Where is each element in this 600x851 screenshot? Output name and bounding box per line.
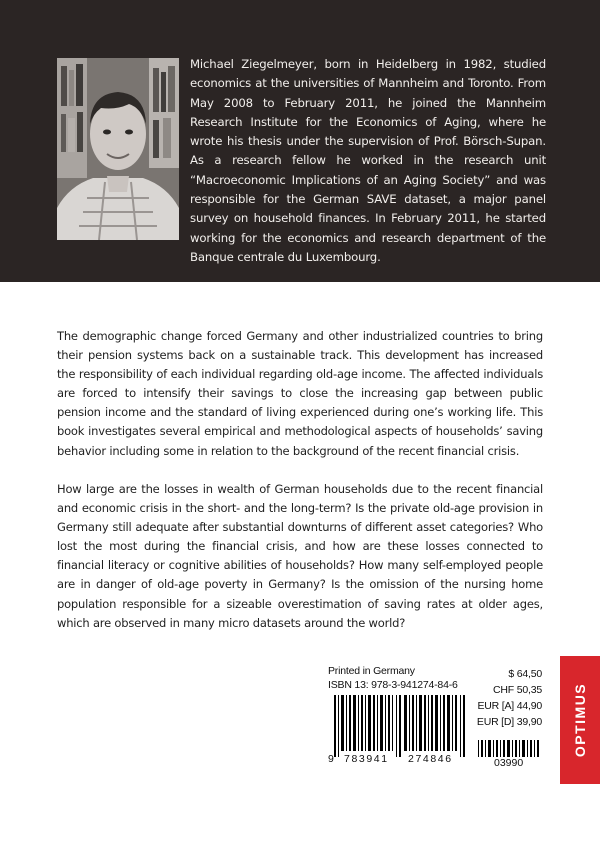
- price-eur-d: EUR [D] 39,90: [476, 716, 542, 728]
- publisher-label-wrap: [560, 656, 600, 784]
- price-eur-a: EUR [A] 44,90: [477, 700, 542, 712]
- description-paragraph: The demographic change forced Germany and other industrialized countries to bring their pension systems back on a sustainable track. This development has increased the responsibility of each individual regarding old-age income. The affected individuals are forced to intensify their savings to close the increasing gap between public pension income and the standard of living experienced during one’s working life. This book investigates several empirical and methodological aspects of households’ saving behavior including some in relation to the background of the recent financial crisis.: [57, 329, 543, 458]
- author-bio: Michael Ziegelmeyer, born in Heidelberg in 1982, studied economics at the universities of Mannheim and Toronto. From May 2008 to February 2011, he joined the Mannheim Research Institute for the Economics of Aging, where he wrote his thesis under the supervision of Prof. Börsch-Supan. As a research fellow he worked in the research unit “Macroeconomic Implications of an Aging Society” and was responsible for the German SAVE dataset, a major panel survey on household finances. In February 2011, he started working for the economics and research department of the Banque centrale du Luxembourg.: [190, 57, 546, 264]
- price-block: [476, 668, 542, 774]
- price-usd: $ 64,50: [508, 668, 542, 680]
- isbn-barcode: [328, 695, 470, 757]
- description-paragraph: How large are the losses in wealth of German households due to the recent financial and economic crisis in the short- and the long-term? Is the private old-age provision in Germany still adequate after substantial downturns of different asset categories? Who lost the most during the financial crisis, and how are these losses connected to financial literacy or cognitive abilities of households? How many self-employed people are in danger of old-age poverty in Germany? Is the omission of the nursing home population responsible for a sizeable overestimation of saving rates at older ages, which are observed in many micro datasets around the world?: [57, 482, 543, 630]
- price-barcode: [476, 740, 542, 757]
- printed-in-label: Printed in Germany: [328, 665, 415, 677]
- publisher-name: OPTIMUS: [572, 682, 588, 758]
- isbn-label: ISBN 13: 978-3-941274-84-6: [328, 679, 458, 691]
- isbn-barcode-block: [328, 665, 470, 771]
- isbn-digits-left: 783941: [344, 753, 389, 765]
- isbn-digit-lead: 9: [328, 753, 334, 765]
- publisher-tab: [560, 656, 600, 784]
- price-code: 03990: [494, 757, 524, 769]
- isbn-digits-right: 274846: [408, 753, 453, 765]
- price-chf: CHF 50,35: [493, 684, 542, 696]
- author-photo: [57, 58, 179, 240]
